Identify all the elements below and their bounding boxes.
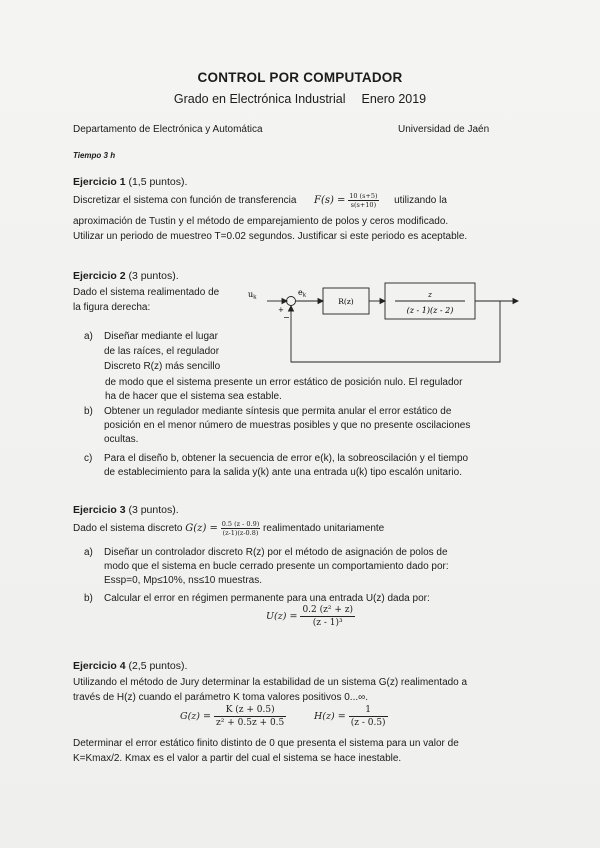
ex4-g-equation — [180, 704, 286, 729]
ex4-line3: Determinar el error estático finito distinto de 0 que presenta el sistema para un valor de — [73, 738, 459, 749]
ex2-intro2: la figura derecha: — [73, 302, 151, 313]
ex4-h-lhs: H(z) = — [314, 711, 346, 722]
ex2-a-line2: de las raíces, el regulador — [104, 346, 220, 357]
ex2-points: (3 puntos). — [128, 270, 179, 282]
ex1-line1-pre: Discretizar el sistema con función de transferencia — [73, 195, 297, 207]
exam-duration: Tiempo 3 h — [73, 151, 116, 160]
ex3-intro-pre: Dado el sistema discreto — [73, 523, 183, 535]
ex4-h-equation — [314, 704, 388, 729]
ex2-b-label: b) — [84, 406, 93, 417]
ex4-g-den: z² + 0.5z + 0.5 — [216, 718, 285, 728]
degree-name: Grado en Electrónica Industrial — [173, 92, 346, 106]
ex3-intro — [73, 520, 523, 537]
ex3-u-num: 0.2 (z² + z) — [302, 605, 353, 615]
ex3-u-lhs: U(z) = — [266, 611, 298, 622]
exam-date: Enero 2019 — [361, 92, 427, 106]
ex3-b-line1: Calcular el error en régimen permanente para una entrada U(z) dada por: — [104, 593, 430, 604]
ex4-line1: Utilizando el método de Jury determinar la estabilidad de un sistema G(z) realimentado a — [73, 677, 468, 688]
ex2-a-label: a) — [84, 331, 93, 342]
ex4-h-den: (z - 0.5) — [350, 718, 386, 728]
ex3-a-line2: modo que el sistema en bucle cerrado presente un comportamiento dado por: — [104, 561, 449, 572]
error-signal-label: ek — [298, 288, 307, 299]
ex2-item-b — [84, 405, 534, 449]
ex2-item-a — [84, 330, 534, 380]
ex2-a-line5: ha de hacer que el sistema sea estable. — [105, 391, 282, 402]
ex3-g-den: (z-1)(z-0.8) — [222, 529, 259, 537]
ex1-tf-den: s(s+10) — [350, 201, 377, 209]
ex4-line4: K=Kmax/2. Kmax es el valor a partir del cual el sistema se hace inestable. — [73, 753, 402, 764]
ex3-a-label: a) — [84, 547, 93, 558]
ex3-title: Ejercicio 3 — [73, 504, 126, 516]
exam-subtitle — [0, 92, 600, 106]
ex4-h-fraction — [349, 704, 388, 729]
ex1-line3: Utilizar un periodo de muestreo T=0.02 segundos. Justificar si este periodo es aceptable. — [73, 231, 468, 242]
ex2-c-line2: de establecimiento para la salida y(k) ante una entrada u(k) tipo escalón unitario. — [104, 467, 462, 478]
ex2-title: Ejercicio 2 — [73, 270, 126, 282]
ex3-points: (3 puntos). — [128, 504, 179, 516]
ex3-g-num: 0.5 (z - 0.9) — [221, 520, 260, 528]
ex3-b-label: b) — [84, 593, 93, 604]
ex3-u-den: (z - 1)³ — [312, 618, 343, 628]
university-name: Universidad de Jaén — [398, 124, 490, 135]
ex4-points: (2,5 puntos). — [128, 660, 188, 672]
ex3-u-equation — [266, 604, 355, 629]
ex2-a-line1: Diseñar mediante el lugar — [104, 331, 218, 342]
ex3-a-line1: Diseñar un controlador discreto R(z) por el método de asignación de polos de — [104, 547, 448, 558]
ex2-b-line3: ocultas. — [104, 434, 139, 445]
sum-minus-sign: − — [283, 313, 290, 322]
ex4-g-fraction — [214, 704, 286, 729]
ex2-intro1: Dado el sistema realimentado de — [73, 287, 220, 298]
department-name: Departamento de Electrónica y Automática — [73, 124, 263, 135]
ex3-intro-post: realimentado unitariamente — [263, 523, 385, 535]
input-signal-label: uk — [248, 290, 257, 301]
ex1-title: Ejercicio 1 — [73, 176, 126, 188]
ex1-line2: aproximación de Tustin y el método de emparejamiento de polos y ceros modificado. — [73, 216, 449, 227]
ex2-item-c — [84, 452, 534, 482]
ex1-line1 — [73, 192, 513, 209]
ex2-a-line3: Discreto R(z) más sencillo — [104, 361, 221, 372]
ex1-tf-fraction — [348, 192, 378, 209]
ex3-a-line3: Essp=0, Mp≤10%, ns≤10 muestras. — [104, 575, 262, 586]
ex3-item-a — [84, 546, 534, 590]
ex1-tf-lhs: F(s) = — [314, 195, 346, 207]
ex3-g-fraction — [221, 520, 261, 537]
ex2-c-label: c) — [84, 453, 93, 464]
ex4-g-lhs: G(z) = — [180, 711, 211, 722]
sum-plus-sign: + — [278, 306, 284, 314]
output-arrowhead — [513, 299, 518, 304]
ex3-g-lhs: G(z) = — [185, 523, 218, 535]
ex4-g-num: K (z + 0.5) — [214, 704, 286, 717]
ex4-title: Ejercicio 4 — [73, 660, 126, 672]
ex1-tf-num: 10 (s+5) — [349, 192, 378, 200]
ex2-b-line1: Obtener un regulador mediante síntesis que permita anular el error estático de — [104, 406, 452, 417]
error-arrowhead — [318, 299, 323, 304]
ex2-c-line1: Para el diseño b, obtener la secuencia de error e(k), la sobreoscilación y el tiempo — [104, 453, 469, 464]
ex1-points: (1,5 puntos). — [128, 176, 188, 188]
ex2-b-line2: posición en el menor número de muestras posibles y que no presente oscilaciones — [104, 420, 471, 431]
plant-denominator: (z - 1)(z - 2) — [406, 306, 454, 315]
plant-input-arrowhead — [380, 299, 385, 304]
ex4-line2: través de H(z) cuando el parámetro K toma valores positivos 0...∞. — [73, 692, 369, 703]
ex4-h-num: 1 — [349, 704, 388, 717]
ex3-u-fraction — [300, 604, 355, 629]
ex2-heading — [73, 270, 179, 282]
ex3-heading — [73, 504, 179, 516]
controller-label: R(z) — [338, 297, 354, 306]
ex1-heading — [73, 176, 187, 188]
ex2-a-line4: de modo que el sistema presente un error estático de posición nulo. El regulador — [105, 377, 463, 388]
exam-title: CONTROL POR COMPUTADOR — [197, 70, 403, 85]
feedback-arrowhead — [289, 306, 294, 311]
ex4-heading — [73, 660, 187, 672]
ex1-line1-post: utilizando la — [394, 195, 447, 207]
plant-numerator: z — [428, 290, 432, 299]
